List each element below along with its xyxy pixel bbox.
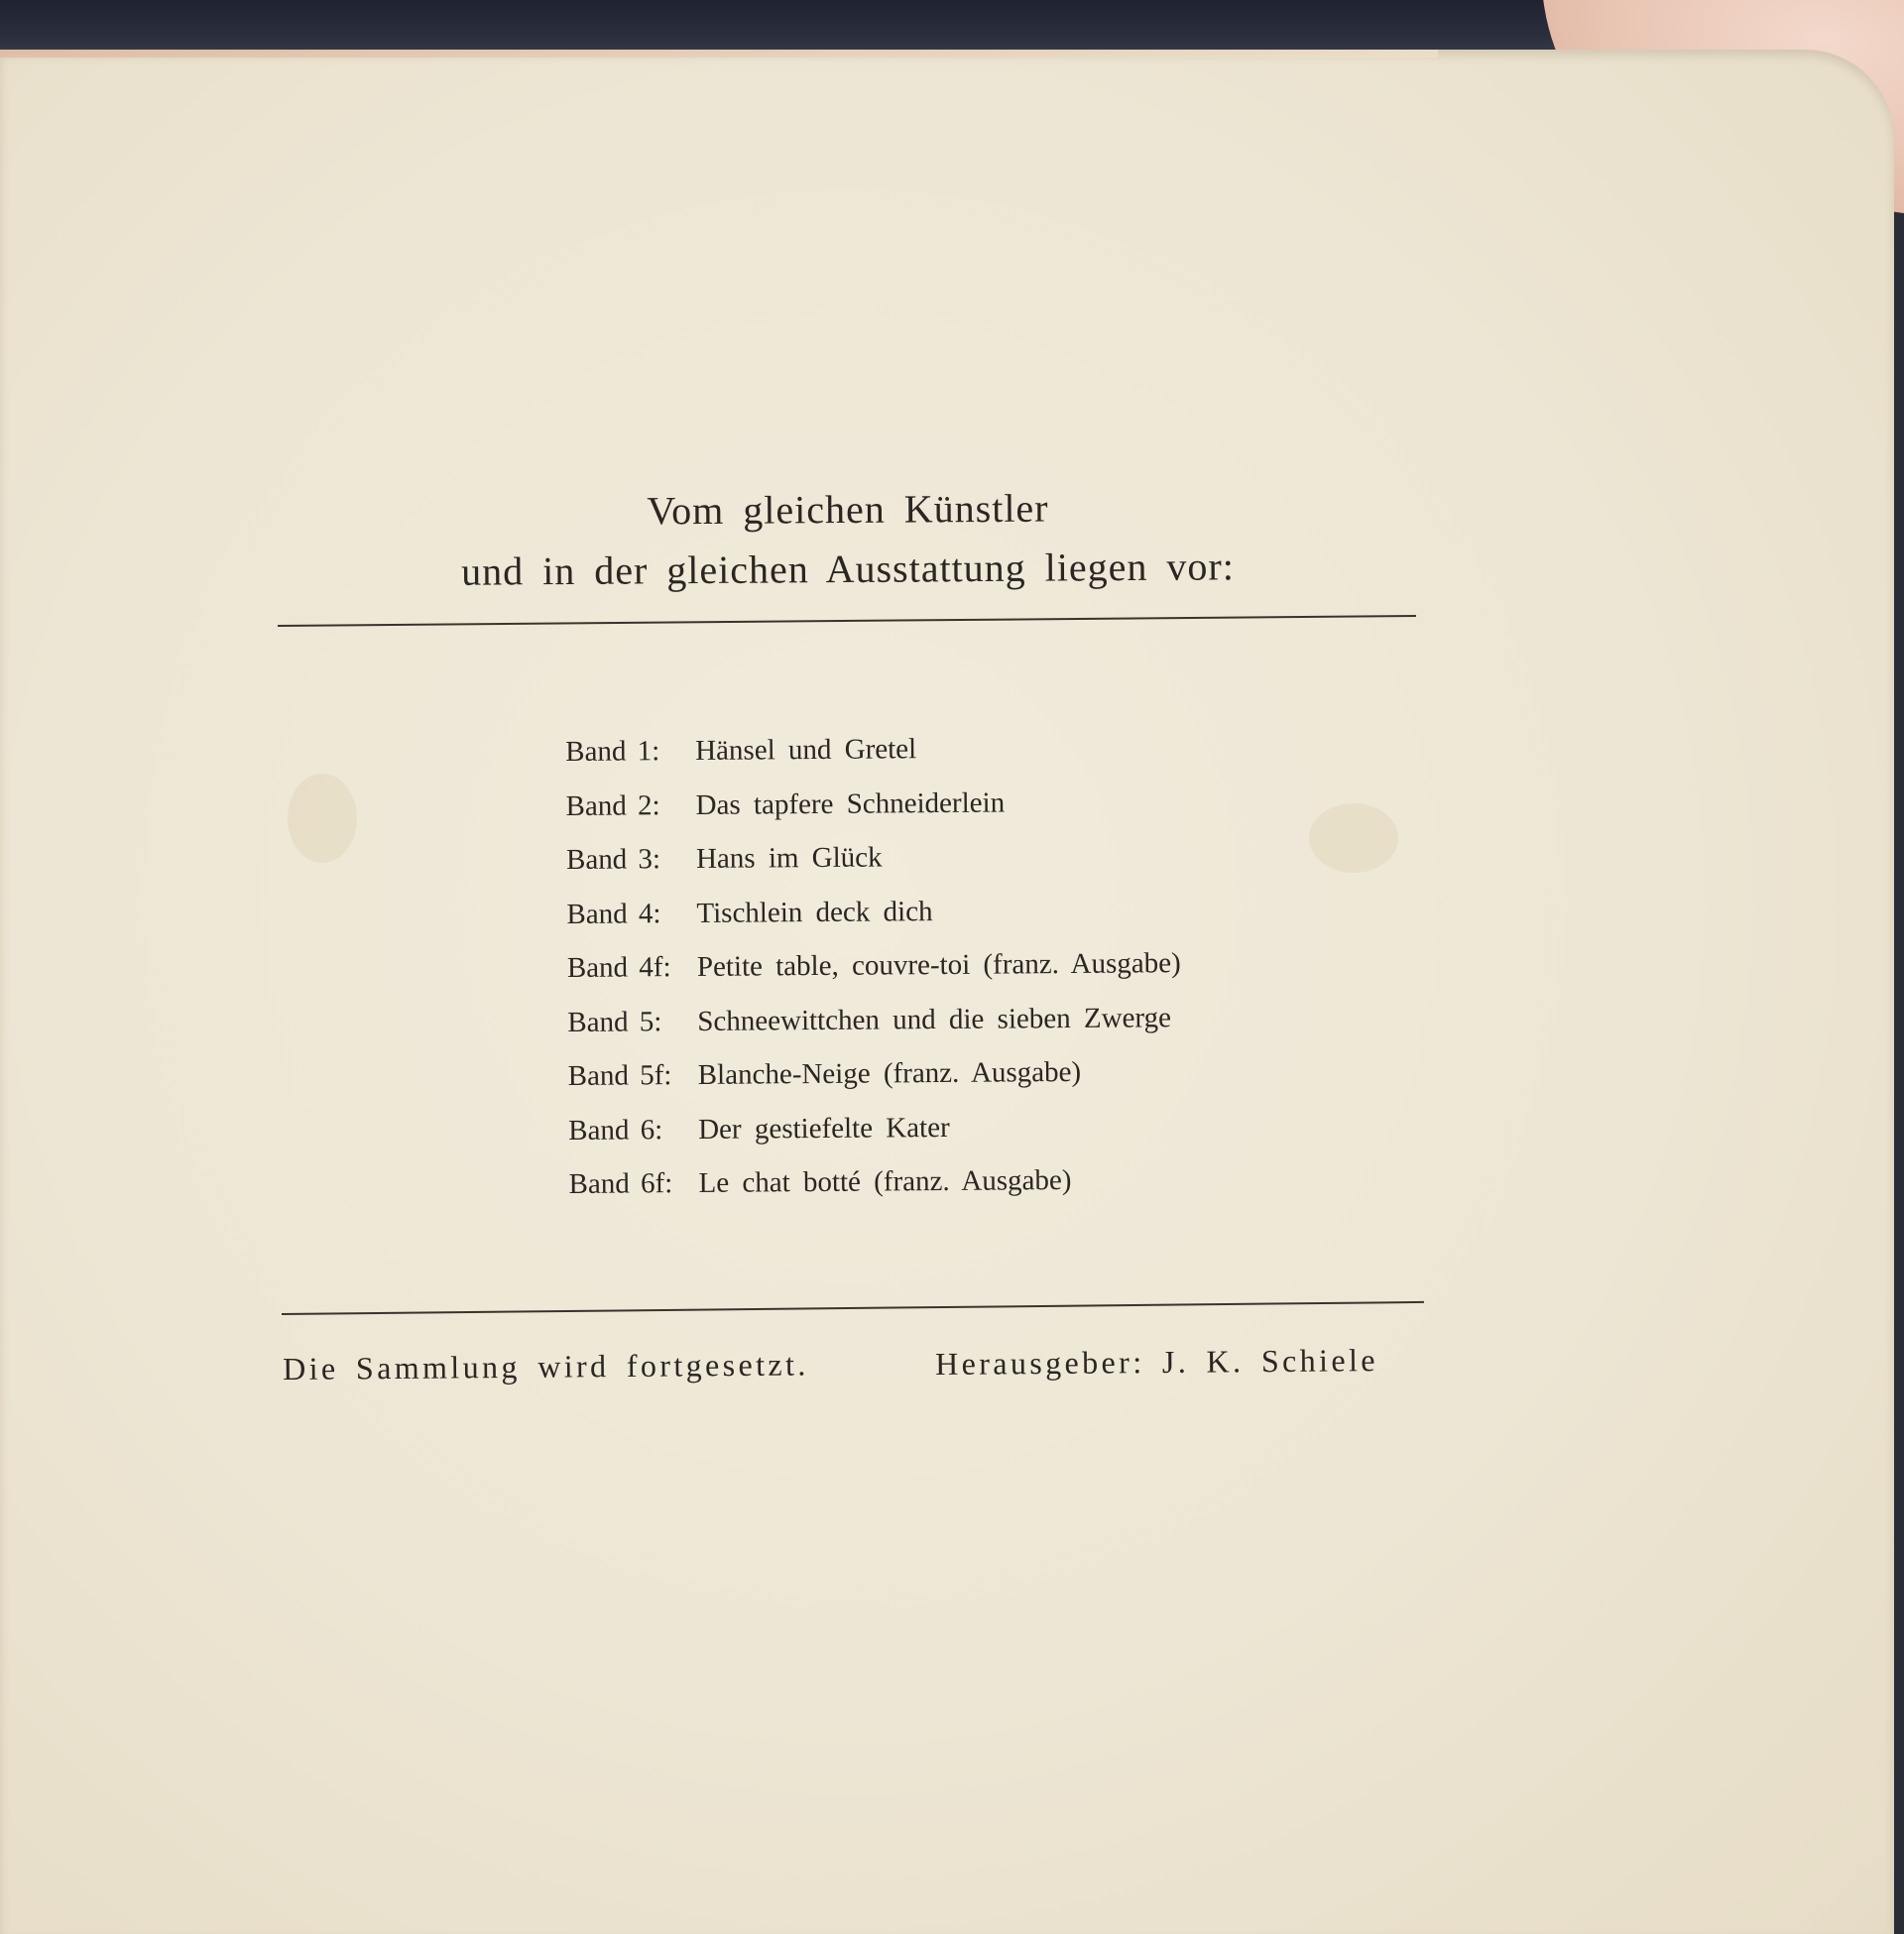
volume-title: Der gestiefelte Kater — [698, 1111, 950, 1146]
list-item — [563, 725, 1257, 785]
list-item — [565, 940, 1259, 1000]
volume-title: Tischlein deck dich — [696, 895, 933, 929]
volume-number: Band 1: — [565, 735, 660, 768]
volume-title: Hans im Glück — [695, 841, 883, 875]
volume-number: Band 4: — [566, 897, 661, 930]
volume-title: Le chat botté (franz. Ausgabe) — [698, 1163, 1072, 1199]
volume-title: Das tapfere Schneiderlein — [695, 786, 1006, 821]
list-item — [564, 887, 1258, 946]
volume-title: Hänsel und Gretel — [695, 733, 917, 767]
top-divider — [278, 615, 1416, 627]
list-item — [566, 1048, 1260, 1108]
volume-number: Band 6: — [568, 1113, 663, 1147]
volume-title: Schneewittchen und die sieben Zwerge — [697, 1001, 1172, 1037]
volume-number: Band 4f: — [566, 951, 671, 984]
heading-line-1: Vom gleichen Künstler — [647, 485, 1049, 534]
list-item — [564, 832, 1258, 892]
volume-number: Band 3: — [565, 843, 661, 876]
list-item — [566, 1156, 1260, 1216]
volume-number: Band 5: — [567, 1005, 662, 1038]
list-item — [565, 995, 1259, 1054]
volume-number: Band 2: — [565, 788, 660, 822]
list-item — [563, 779, 1257, 838]
volume-list — [563, 725, 1261, 1217]
publisher-credit: Herausgeber: J. K. Schiele — [935, 1342, 1379, 1382]
volume-number: Band 6f: — [568, 1167, 673, 1200]
collection-note: Die Sammlung wird fortgesetzt. — [283, 1346, 809, 1387]
bottom-divider — [282, 1301, 1424, 1315]
heading-line-2: und in der gleichen Ausstattung liegen vor: — [460, 544, 1236, 594]
volume-number: Band 5f: — [567, 1059, 672, 1092]
volume-title: Blanche-Neige (franz. Ausgabe) — [697, 1055, 1082, 1091]
volume-title: Petite table, couvre-toi (franz. Ausgabe) — [696, 947, 1181, 983]
list-item — [566, 1103, 1260, 1162]
